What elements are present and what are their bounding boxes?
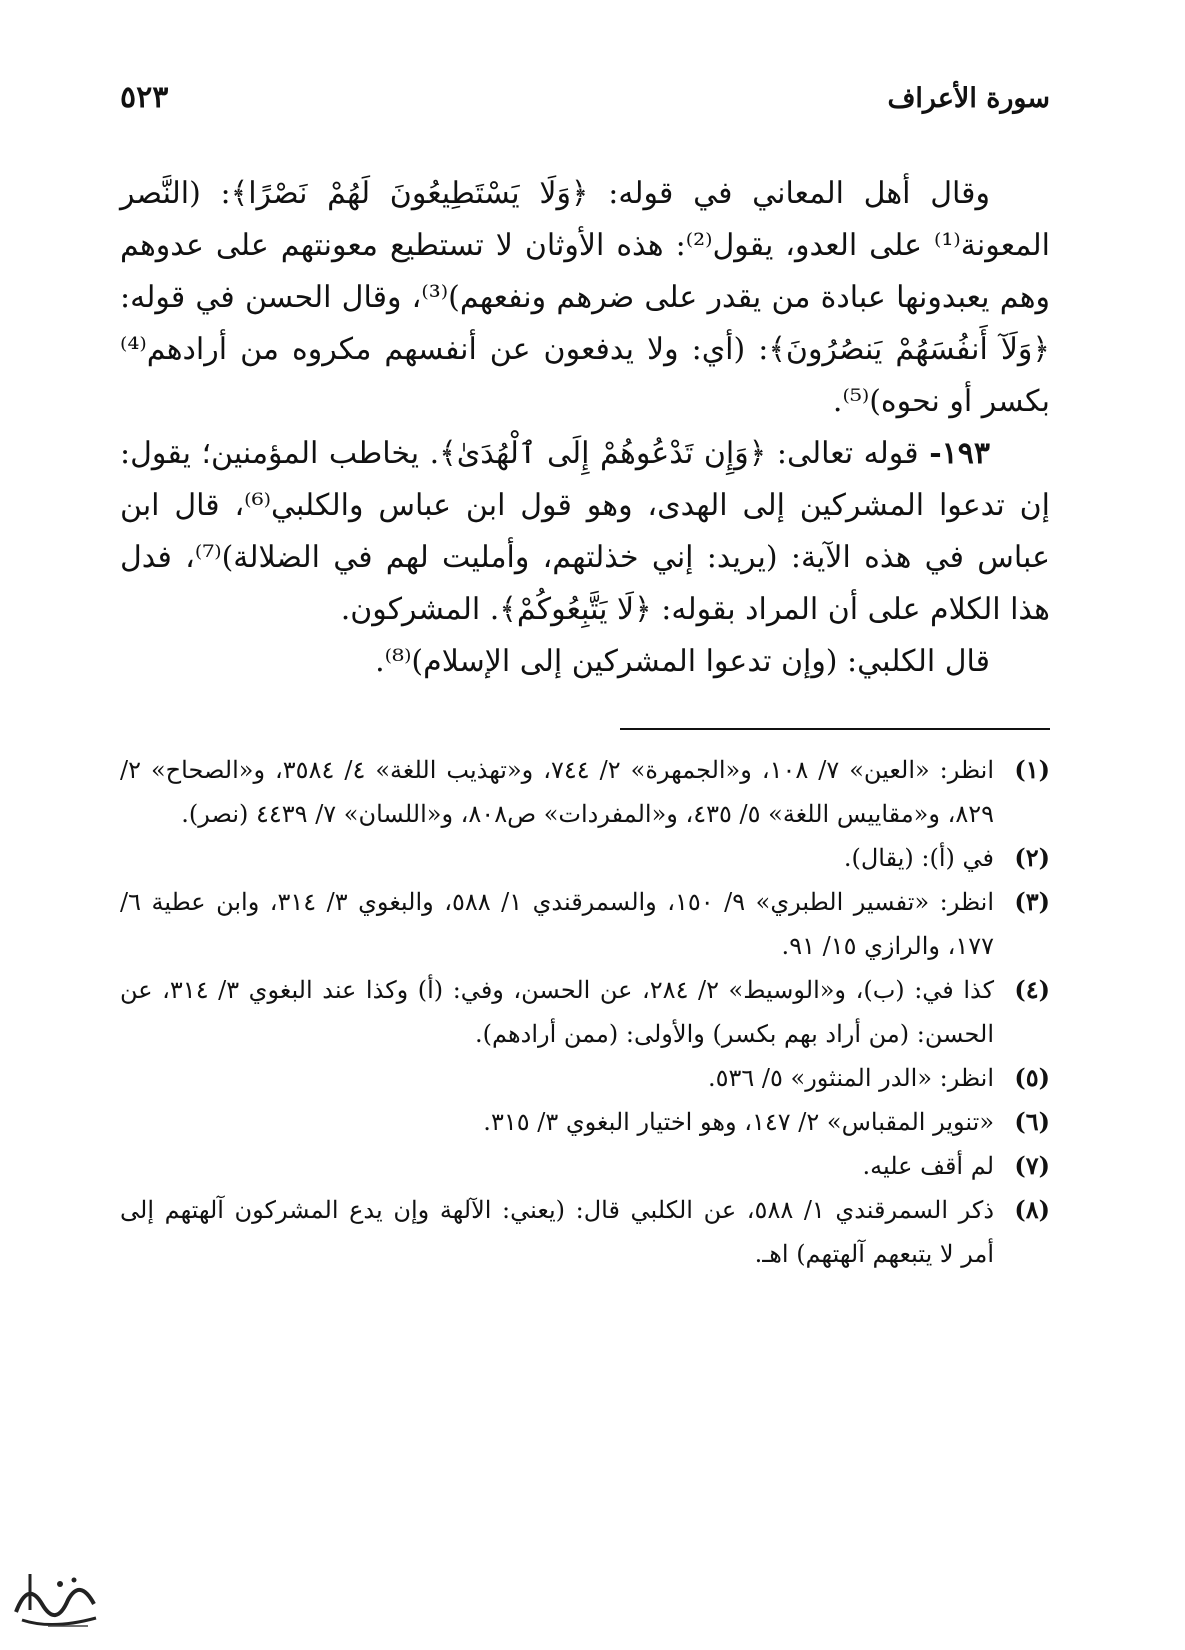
footnote-text: انظر: «العين» ٧/ ١٠٨، و«الجمهرة» ٢/ ٧٤٤، و«تهذيب اللغة» ٤/ ٣٥٨٤، و«الصحاح» ٢/ ٨٢٩، و«مقاييس اللغة» ٥/ ٤٣٥، و«المفردات» ص٨٠٨، و«اللسان» ٧/ ٤٤٣٩ (نصر). — [120, 756, 995, 828]
footnote-3 — [120, 880, 1050, 968]
footnote-text: انظر: «تفسير الطبري» ٩/ ١٥٠، والسمرقندي ١/ ٥٨٨، والبغوي ٣/ ٣١٤، وابن عطية ٦/ ١٧٧، والرازي ١٥/ ٩١. — [120, 888, 994, 960]
footnote-6 — [120, 1100, 1050, 1144]
footnote-8 — [120, 1188, 1050, 1276]
paragraph-2-text: قوله تعالى: ﴿وَإِن تَدْعُوهُمْ إِلَى ٱلْهُدَىٰ﴾. يخاطب المؤمنين؛ يقول: إن تدعوا المشركين إلى الهدى، وهو قول ابن عباس والكلبي⁽⁶⁾، قال ابن عباس في هذه الآية: (يريد: إني خذلتهم، وأمليت لهم في الضلالة)⁽⁷⁾، فدل هذا الكلام على أن المراد بقوله: ﴿لَا يَتَّبِعُوكُمْ﴾. المشركون. — [120, 436, 1050, 627]
footnotes — [120, 748, 1050, 1276]
footnote-4 — [120, 968, 1050, 1056]
footnote-1 — [120, 748, 1050, 836]
page — [120, 80, 1050, 1276]
footnote-number: (٤) — [1014, 975, 1050, 1004]
footnote-separator — [620, 728, 1050, 730]
footnote-number: (٨) — [1014, 1195, 1050, 1224]
footnote-text: في (أ): (يقال). — [843, 844, 994, 872]
paragraph-1: وقال أهل المعاني في قوله: ﴿وَلَا يَسْتَطِيعُونَ لَهُمْ نَصْرًا﴾: (النَّصر المعونة⁽¹⁾ على العدو، يقول⁽²⁾: هذه الأوثان لا تستطيع معونتهم على عدوهم وهم يعبدونها عبادة من يقدر على ضرهم ونفعهم)⁽³⁾، وقال الحسن في قوله: ﴿وَلَآ أَنفُسَهُمْ يَنصُرُونَ﴾: (أي: ولا يدفعون عن أنفسهم مكروه من أرادهم⁽⁴⁾ بكسر أو نحوه)⁽⁵⁾. — [120, 176, 1051, 419]
footnote-number: (٣) — [1014, 887, 1050, 916]
paragraph-2 — [120, 428, 1050, 636]
page-header — [120, 80, 1050, 140]
footnote-text: كذا في: (ب)، و«الوسيط» ٢/ ٢٨٤، عن الحسن، وفي: (أ) وكذا عند البغوي ٣/ ٣١٤، عن الحسن: (من أراد بهم بكسر) والأولى: (ممن أرادهم). — [120, 976, 995, 1048]
publisher-logo — [8, 1560, 108, 1640]
paragraph-3: قال الكلبي: (وإن تدعوا المشركين إلى الإسلام)⁽⁸⁾. — [375, 644, 990, 679]
footnote-text: لم أقف عليه. — [862, 1152, 994, 1180]
calligraphy-logo-icon — [8, 1560, 108, 1640]
footnote-text: «تنوير المقباس» ٢/ ١٤٧، وهو اختيار البغوي ٣/ ٣١٥. — [483, 1108, 994, 1136]
footnote-number: (٦) — [1014, 1107, 1050, 1136]
footnote-7 — [120, 1144, 1050, 1188]
footnote-2 — [120, 836, 1050, 880]
page-number: ٥٢٣ — [120, 80, 169, 115]
footnote-number: (١) — [1014, 755, 1050, 784]
footnote-number: (٢) — [1014, 843, 1050, 872]
main-text — [120, 168, 1050, 688]
surah-title: سورة الأعراف — [887, 83, 1050, 114]
footnote-number: (٥) — [1014, 1063, 1050, 1092]
footnote-5 — [120, 1056, 1050, 1100]
footnote-text: انظر: «الدر المنثور» ٥/ ٥٣٦. — [707, 1064, 994, 1092]
verse-number: ١٩٣- — [929, 436, 990, 471]
footnote-text: ذكر السمرقندي ١/ ٥٨٨، عن الكلبي قال: (يعني: الآلهة وإن يدع المشركون آلهتهم إلى أمر لا يتبعهم آلهتهم) اهـ. — [120, 1196, 995, 1268]
footnote-number: (٧) — [1014, 1151, 1050, 1180]
